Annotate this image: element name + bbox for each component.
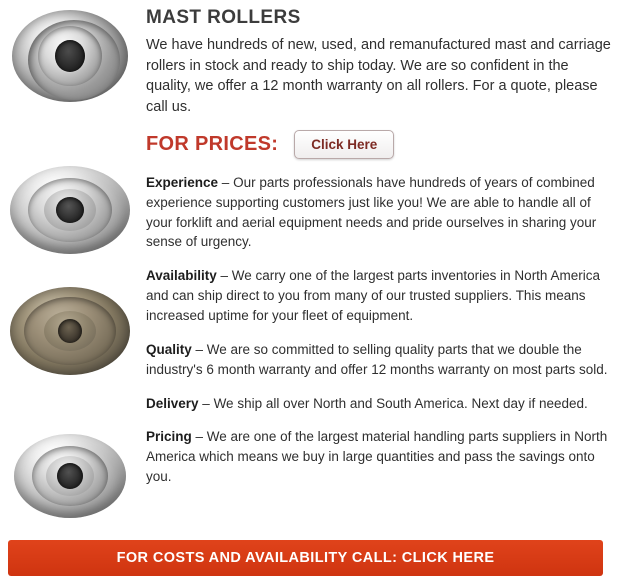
page-title: MAST ROLLERS	[146, 7, 301, 28]
click-here-button[interactable]: Click Here	[294, 130, 394, 159]
feature-dash-delivery: –	[198, 395, 214, 411]
feature-label-quality: Quality	[146, 341, 192, 357]
feature-label-experience: Experience	[146, 174, 219, 190]
product-image-column	[0, 0, 140, 530]
feature-label-availability: Availability	[146, 268, 217, 284]
feature-text-availability: We carry one of the largest parts inventories in North America and can ship direct to you from many of our trusted suppliers. This means increased uptime for your fleet of equipment.	[146, 268, 600, 323]
feature-text-experience: Our parts professionals have hundreds of years of combined experience supporting customers just like you! We are able to handle all of your forklift and aerial equipment needs and pride ourselves in sharing your sense of urgency.	[146, 174, 597, 250]
feature-quality	[146, 340, 612, 380]
roller-image-2	[8, 160, 132, 260]
intro-paragraph: We have hundreds of new, used, and remanufactured mast and carriage rollers in stock and ready to ship today. We are so confident in the quality, we offer a 12 month warranty on all rollers. For a quote, please call us.	[146, 37, 611, 116]
roller-image-4	[8, 428, 132, 524]
feature-dash-quality: –	[191, 341, 207, 357]
feature-dash-availability: –	[216, 268, 232, 284]
feature-delivery	[146, 394, 612, 414]
feature-label-pricing: Pricing	[146, 429, 192, 445]
feature-label-delivery: Delivery	[146, 395, 199, 411]
feature-experience	[146, 173, 612, 252]
feature-text-delivery: We ship all over North and South America. Next day if needed.	[213, 395, 588, 411]
for-prices-heading: FOR PRICES:	[146, 132, 279, 155]
feature-pricing	[146, 427, 612, 487]
feature-text-pricing: We are one of the largest material handling parts suppliers in North America which means we buy in large quantities and pass the savings onto you.	[146, 429, 608, 485]
price-row	[146, 130, 612, 159]
feature-availability	[146, 266, 612, 326]
roller-image-1	[8, 6, 132, 106]
feature-dash-pricing: –	[191, 429, 207, 445]
roller-image-3	[8, 283, 132, 379]
content-column	[146, 0, 612, 501]
footer-call-to-action-banner[interactable]: FOR COSTS AND AVAILABILITY CALL: CLICK HERE	[8, 540, 603, 576]
feature-dash-experience: –	[218, 174, 234, 190]
feature-text-quality: We are so committed to selling quality parts that we double the industry's 6 month warranty and offer 12 months warranty on most parts sold.	[146, 341, 608, 377]
